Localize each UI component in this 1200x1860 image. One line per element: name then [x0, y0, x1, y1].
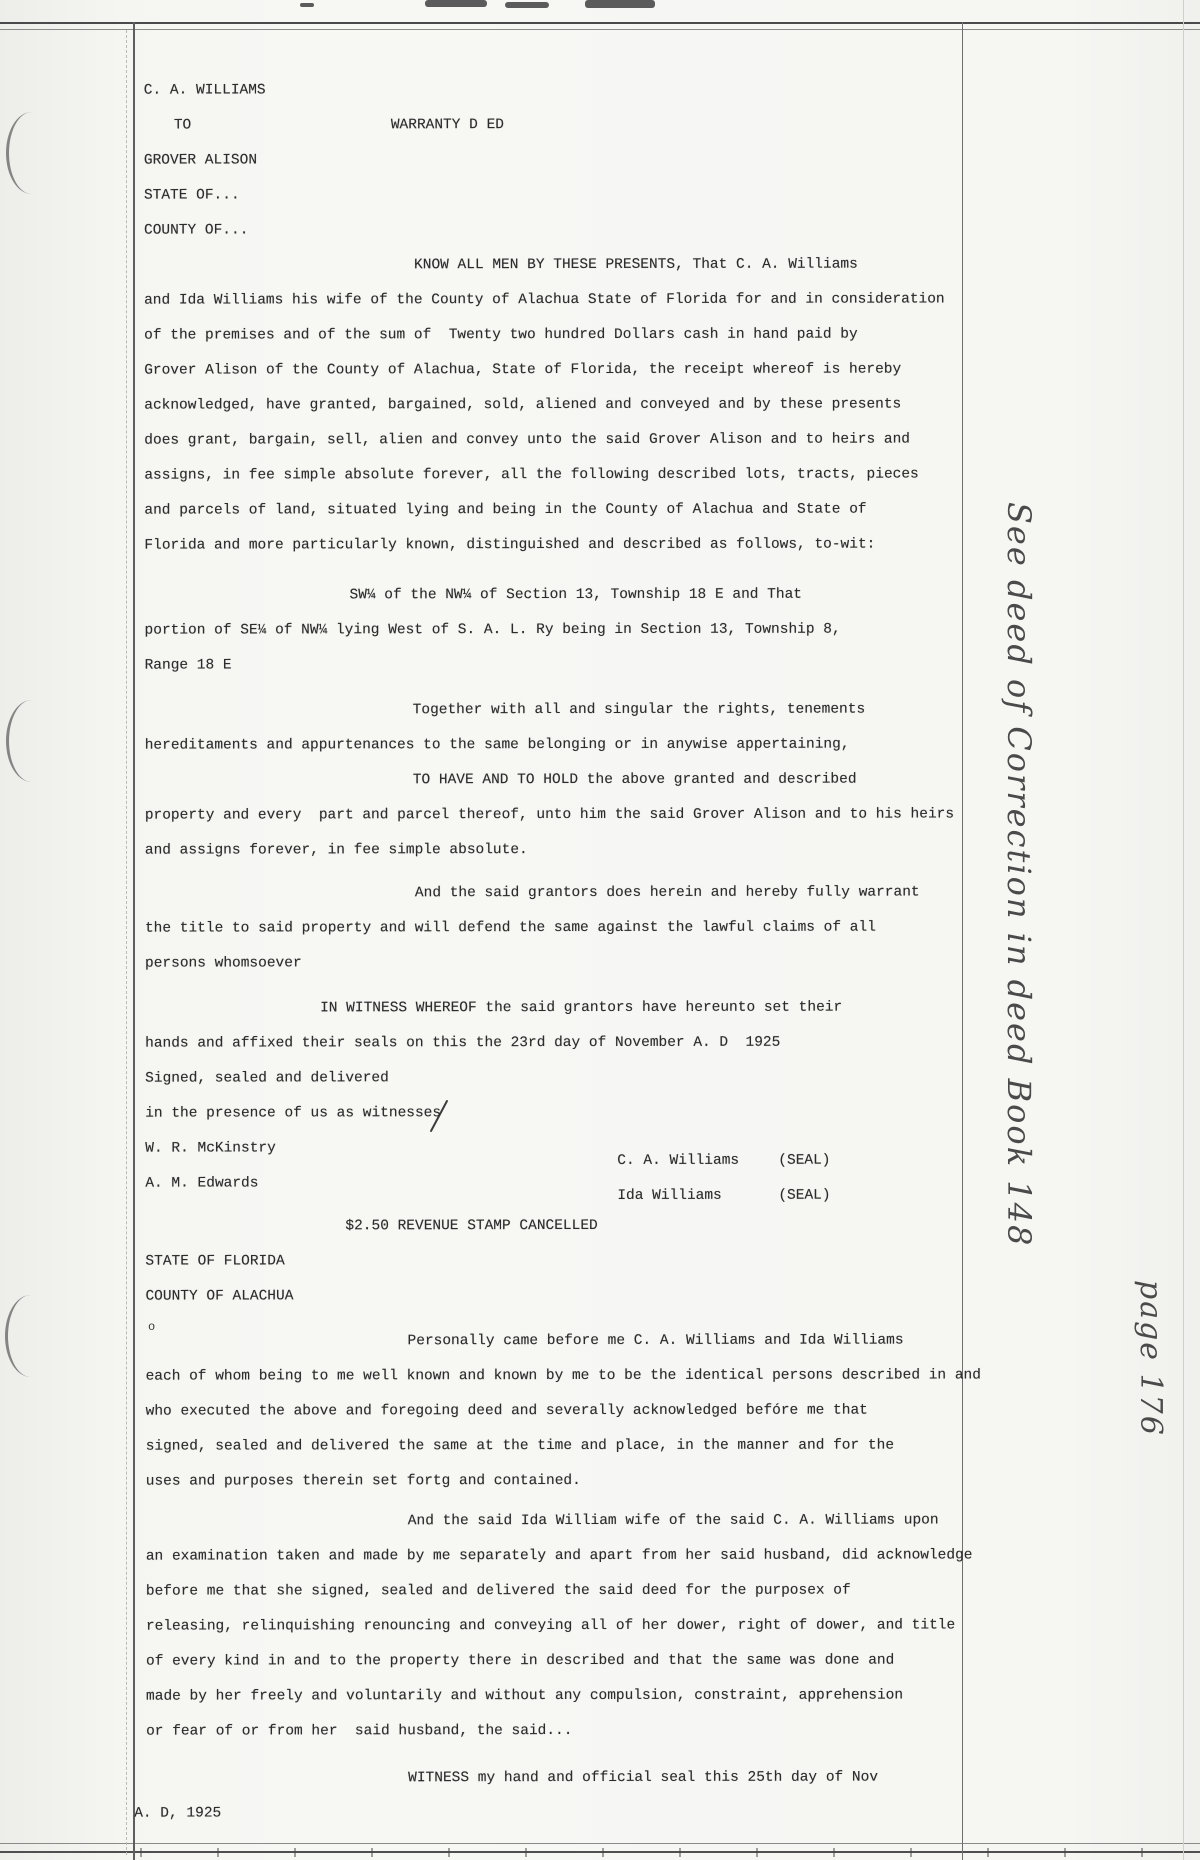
to-and-title-row [144, 107, 1004, 143]
state-of-line: STATE OF... [143, 187, 240, 204]
together-clause-line: Together with all and singular the rights, tenements [412, 701, 866, 719]
dower-clause-line: of every kind in and to the property there in described and that the same was done and [145, 1652, 895, 1670]
margin-paren-mark [6, 700, 35, 782]
stray-o-mark: o [148, 1320, 156, 1334]
witness-name: A. M. Edwards [145, 1175, 259, 1192]
dower-clause-line: before me that she signed, sealed and delivered the said deed for the purposex of [145, 1582, 851, 1600]
witness-clause-line: IN WITNESS WHEREOF the said grantors have hereunto set their [320, 999, 843, 1017]
left-margin-rule [133, 22, 135, 1860]
torn-edge-artifact [585, 0, 655, 8]
presence-witnesses-line: in the presence of us as witnesses [145, 1105, 442, 1122]
dower-clause-line: made by her freely and voluntarily and without any compulsion, constraint, apprehension [146, 1687, 904, 1705]
signatory-name: Ida Williams [617, 1187, 722, 1204]
grantee-name-line: GROVER ALISON [143, 152, 258, 169]
presents-clause-line: does grant, bargain, sell, alien and convey unto the said Grover Alison and to heirs and [144, 431, 911, 449]
habendum-clause-line: property and every part and parcel thereof, unto him the said Grover Alison and to his heirs [144, 806, 955, 824]
presents-clause-line: and parcels of land, situated lying and being in the County of Alachua and State of [144, 501, 867, 519]
dower-clause-line: releasing, relinquishing renouncing and conveying all of her dower, right of dower, and title [145, 1617, 956, 1635]
presents-clause-line: acknowledged, have granted, bargained, sold, aliened and conveyed and by these presents [144, 396, 902, 414]
warranty-clause-line: persons whomsoever [145, 955, 302, 972]
bottom-rule-secondary [0, 1843, 1200, 1844]
signed-sealed-line: Signed, sealed and delivered [145, 1070, 389, 1087]
top-rule [0, 22, 1200, 24]
county-of-line: COUNTY OF... [143, 222, 249, 239]
presents-clause-line: KNOW ALL MEN BY THESE PRESENTS, That C. A. Williams [414, 256, 858, 274]
deed-text-column [134, 72, 1006, 1831]
top-rule-secondary [0, 29, 1200, 30]
acknowledgment-line: uses and purposes therein set fortg and contained. [145, 1472, 581, 1490]
margin-handwriting-note: See deed of Correction in deed Book 148 [1000, 502, 1038, 1248]
presents-clause-line: Grover Alison of the County of Alachua, State of Florida, the receipt whereof is hereby [144, 361, 902, 379]
witness-signature-row [145, 1130, 1005, 1169]
acknowledgment-line: signed, sealed and delivered the same at the time and place, in the manner and for the [145, 1437, 895, 1455]
acknowledgment-line: Personally came before me C. A. Williams and Ida Williams [407, 1332, 904, 1350]
together-clause-line: hereditaments and appurtenances to the same belonging or in anywise appertaining, [144, 736, 850, 754]
seal-label: (SEAL) [778, 1152, 831, 1169]
legal-description-line: SW¼ of the NW¼ of Section 13, Township 18 E and That [349, 586, 802, 604]
margin-paren-mark [6, 112, 35, 194]
left-binding-dotted-edge [126, 30, 127, 1855]
dower-clause-line: or fear of or from her said husband, the said... [146, 1723, 573, 1740]
notary-state-line: STATE OF FLORIDA [145, 1253, 285, 1270]
notary-county-line: COUNTY OF ALACHUA [145, 1288, 294, 1305]
grantor-name-line: C. A. WILLIAMS [143, 82, 266, 99]
margin-handwriting-note: page 176 [1133, 1280, 1168, 1437]
revenue-stamp-line: $2.50 REVENUE STAMP CANCELLED [345, 1217, 598, 1235]
torn-edge-artifact [505, 2, 549, 8]
page-edge-line [1183, 0, 1184, 1860]
habendum-clause-line: and assigns forever, in fee simple absolute. [144, 842, 528, 859]
bottom-tick-marks [140, 1848, 1160, 1857]
habendum-clause-line: TO HAVE AND TO HOLD the above granted and described [412, 771, 857, 789]
acknowledgment-line: each of whom being to me well known and known by me to be the identical persons described in and [145, 1367, 981, 1385]
seal-label: (SEAL) [778, 1187, 831, 1204]
witness-clause-line: hands and affixed their seals on this the 23rd day of November A. D 1925 [145, 1034, 781, 1052]
warranty-clause-line: And the said grantors does herein and hereby fully warrant [414, 884, 920, 902]
date-line: A. D, 1925 [134, 1805, 222, 1822]
warranty-deed-title: WARRANTY D ED [390, 117, 504, 134]
acknowledgment-line: who executed the above and foregoing deed and severally acknowledged befóre me that [145, 1402, 868, 1420]
witness-seal-line: WITNESS my hand and official seal this 25th day of Nov [408, 1769, 879, 1787]
torn-edge-artifact [300, 3, 314, 7]
witness-signature-row [145, 1165, 1005, 1204]
legal-description-line: Range 18 E [144, 657, 232, 674]
dower-clause-line: an examination taken and made by me separately and apart from her said husband, did acknowledge [145, 1547, 973, 1565]
legal-description-line: portion of SE¼ of NW¼ lying West of S. A. L. Ry being in Section 13, Township 8, [144, 621, 841, 639]
presents-clause-line: assigns, in fee simple absolute forever, all the following described lots, tracts, pieces [144, 466, 919, 484]
connector-to-label: TO [173, 117, 192, 134]
witness-name: W. R. McKinstry [145, 1140, 276, 1157]
warranty-clause-line: the title to said property and will defend the same against the lawful claims of all [144, 919, 876, 937]
presents-clause-line: Florida and more particularly known, distinguished and described as follows, to-wit: [144, 536, 876, 554]
presents-clause-line: and Ida Williams his wife of the County of Alachua State of Florida for and in consideration [144, 291, 945, 309]
dower-clause-line: And the said Ida William wife of the said C. A. Williams upon [407, 1512, 939, 1530]
presents-clause-line: of the premises and of the sum of Twenty two hundred Dollars cash in hand paid by [144, 326, 858, 344]
margin-paren-mark [5, 1295, 34, 1377]
torn-edge-artifact [425, 0, 487, 7]
signatory-name: C. A. Williams [617, 1152, 740, 1169]
